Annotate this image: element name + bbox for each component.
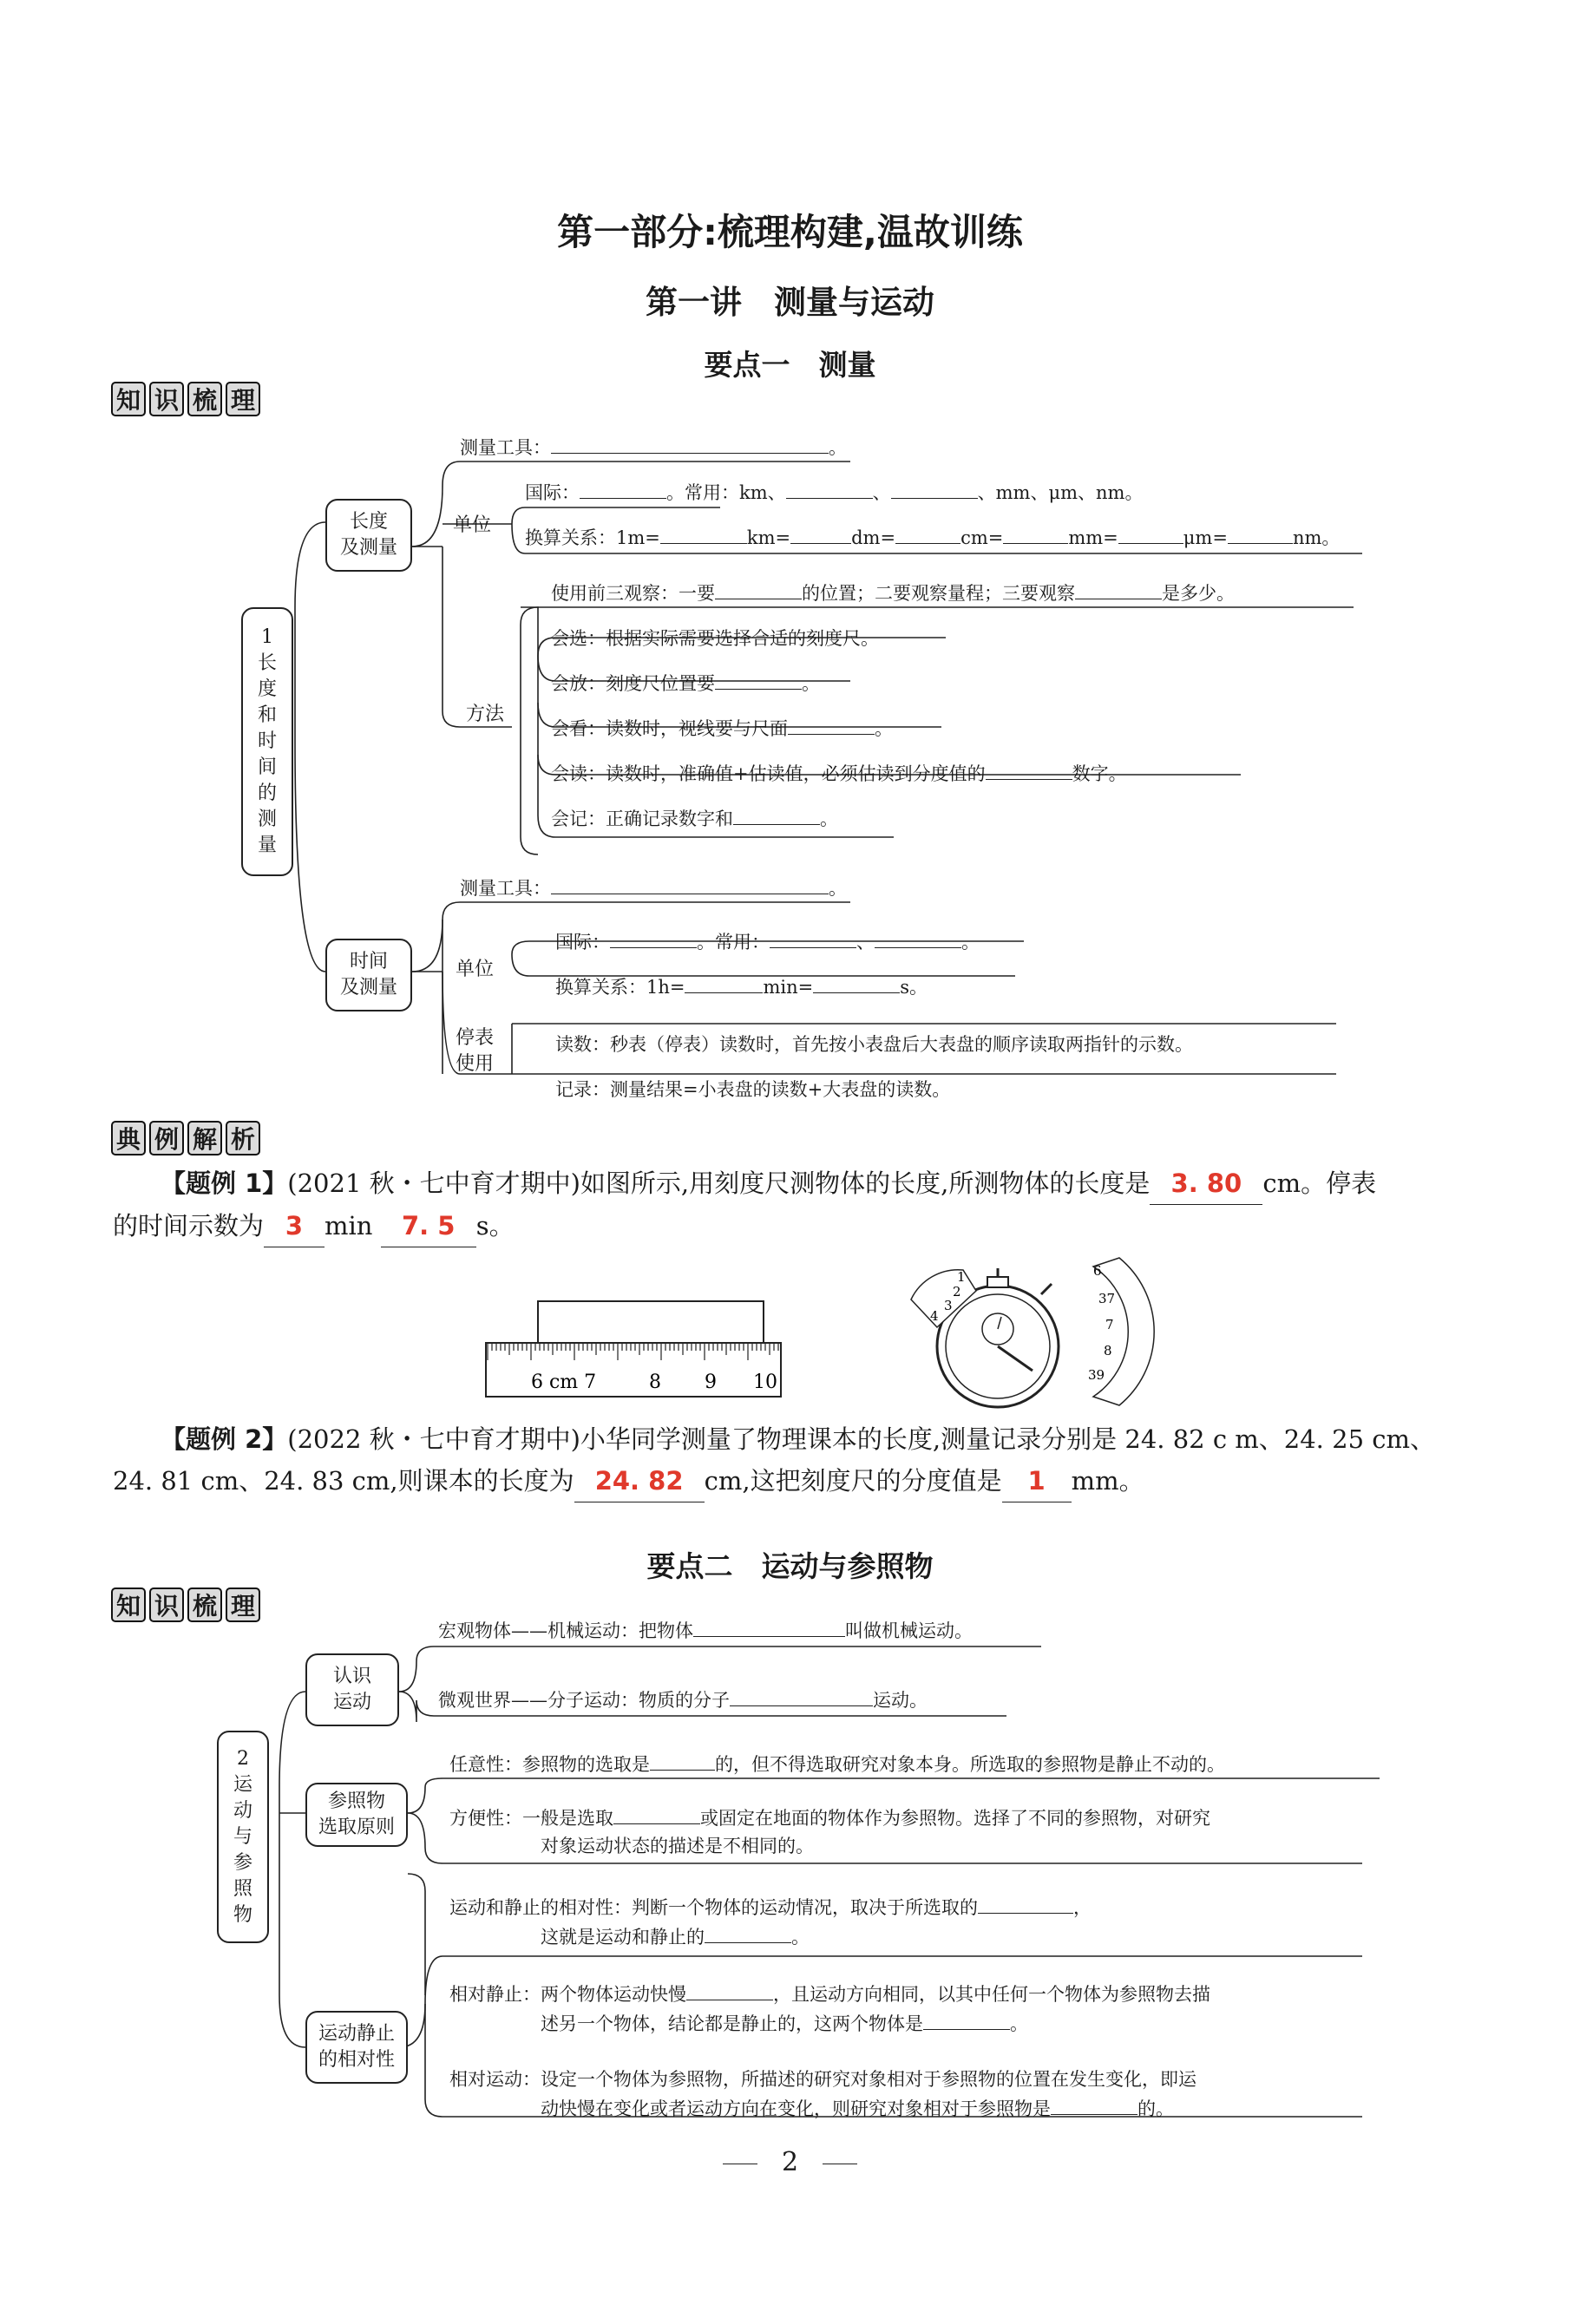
badge-char: 解 [187,1121,222,1155]
item-text: 。 [820,808,838,829]
item-text: 相对静止：两个物体运动快慢 [449,1984,686,2005]
item-text: nm。 [1292,527,1341,548]
root-char: 2 [237,1747,249,1770]
part-title: 第一部分:梳理构建,温故训练 [557,211,1023,253]
root-char: 参 [233,1851,252,1874]
length-unit-label: 单位 [453,514,492,536]
item-text: 任意性：参照物的选取是 [449,1754,650,1775]
badge-char: 析 [226,1121,260,1155]
badge-char: 梳 [187,382,222,416]
example-text: 24. 81 cm、24. 83 cm,则课本的长度为 [113,1466,574,1496]
root-char: 长 [257,652,277,674]
item-text: 这就是运动和静止的 [541,1927,705,1948]
relative-motion [449,2065,1196,2124]
item-text: 。 [829,878,847,899]
item-text: 数字。 [1072,763,1127,784]
item-text: 。 [1010,2013,1028,2034]
item-text: 国际： [555,932,610,953]
item-text: 会记：正确记录数字和 [551,808,733,829]
item-text: mm= [1068,527,1118,548]
answer-blank: 3 [264,1205,325,1247]
example-text: 的时间示数为 [113,1211,265,1241]
root-char: 间 [257,756,277,778]
stopwatch-record: 记录：测量结果=小表盘的读数+大表盘的读数。 [555,1079,951,1100]
item-text: 或固定在地面的物体作为参照物。选择了不同的参照物，对研究 [700,1808,1210,1829]
item-text: 相对运动：设定一个物体为参照物，所描述的研究对象相对于参照物的位置在发生变化，即运 [449,2069,1196,2090]
item-text: 、 [856,932,875,953]
item-text: 的。 [1137,2098,1174,2119]
item-text: 换算关系：1h= [555,977,685,998]
reference-principle-node [305,1783,408,1847]
root-char: 运 [233,1773,252,1796]
page-number: 2 [781,2147,799,2177]
badge-char: 知 [111,382,146,416]
item-text: cm= [960,527,1004,548]
root-char: 的 [257,782,277,804]
relative-rest [449,1980,1210,2039]
item-text: 会读：读数时，准确值+估读值，必须估读到分度值的 [551,763,986,784]
reference-arbitrary [449,1751,1225,1777]
item-text: 微观世界——分子运动：物质的分子 [438,1690,730,1711]
item-text: ， [1073,1897,1092,1918]
badge-char: 知 [111,1588,146,1622]
item-text: 、 [872,482,891,503]
example-tag: 【题例 1】 [161,1169,288,1198]
item-text: 的位置；二要观察量程；三要观察 [802,583,1075,604]
badge-char: 例 [149,1121,184,1155]
item-text: 述另一个物体，结论都是静止的，这两个物体是 [541,2013,923,2034]
item-text: 。 [829,437,847,458]
item-text: dm= [851,527,896,548]
big-dial-label: 8 [1104,1343,1112,1358]
lecture-title: 第一讲 测量与运动 [646,284,934,321]
example-text: (2021 秋・七中育才期中)如图所示,用刻度尺测物体的长度,所测物体的长度是 [287,1169,1151,1198]
item-text: 动快慢在变化或者运动方向在变化，则研究对象相对于参照物是 [541,2098,1051,2119]
node-line: 参照物 [327,1790,385,1812]
ruler-label: 9 [705,1371,717,1393]
item-text: 。 [875,718,893,739]
badge-char: 识 [149,382,184,416]
item-text: s。 [900,977,928,998]
node-line: 运动 [332,1692,371,1713]
big-dial-label: 7 [1105,1317,1114,1332]
item-text: 运动。 [873,1690,928,1711]
example-text: cm。停表 [1262,1169,1377,1198]
item-text: 对象运动状态的描述是不相同的。 [541,1836,814,1856]
big-dial-label: 6 [1093,1263,1102,1279]
example-text: cm,这把刻度尺的分度值是 [704,1466,1002,1496]
small-dial-label: 2 [953,1284,961,1299]
example-text: min [325,1211,373,1241]
node-line: 及测量 [339,977,397,998]
item-text: 会看：读数时，视线要与尺面 [551,718,788,739]
item-text: μm= [1183,527,1228,548]
point1-title: 要点一 测量 [704,348,876,382]
item-text: 。 [802,673,820,694]
relativity-general [449,1893,1092,1952]
blank [693,1617,845,1637]
badge-char: 典 [111,1121,146,1155]
answer-blank: 7. 5 [381,1205,476,1247]
ruler-label: 10 [753,1371,777,1393]
item-text: 、mm、μm、nm。 [977,482,1144,503]
small-dial-label: 3 [944,1298,953,1313]
item-text: 。常用：km、 [666,482,786,503]
relativity-node [305,2011,408,2084]
answer-blank: 24. 82 [574,1460,705,1502]
answer-blank: 3. 80 [1150,1162,1262,1205]
macro-motion [438,1617,973,1643]
blank [923,2010,1010,2030]
small-dial-label: 1 [957,1269,966,1285]
example-text: (2022 秋・七中育才期中)小华同学测量了物理课本的长度,测量记录分别是 24. 82 c m、24. 25 cm、 [287,1424,1435,1454]
node-line: 及测量 [339,537,397,559]
blank [705,1923,791,1943]
point2-title: 要点二 运动与参照物 [646,1549,934,1583]
recognize-motion-node [305,1653,399,1726]
item-text: 。 [961,932,980,953]
small-dial-label: 4 [930,1308,939,1324]
item-text: min= [763,977,814,998]
node-line: 选取原则 [318,1817,395,1838]
ruler-label: 6 cm 7 [531,1371,597,1393]
example-tag: 【题例 2】 [161,1424,288,1454]
blank [613,1804,700,1824]
root-char: 1 [261,626,273,648]
node-line: 时间 [349,951,388,972]
badge-char: 识 [149,1588,184,1622]
blank [730,1686,873,1706]
root-char: 量 [257,835,277,856]
stopwatch-read: 读数：秒表（停表）读数时，首先按小表盘后大表盘的顺序读取两指针的示数。 [555,1034,1193,1055]
page-number-footer [0,2147,1580,2177]
reference-convenient [449,1804,1210,1860]
root-char: 和 [257,704,277,726]
big-dial-label: 37 [1098,1291,1116,1306]
blank [1051,2095,1137,2115]
time-unit-label: 单位 [456,959,495,980]
label-line: 停表 [456,1027,495,1049]
blank [978,1894,1073,1914]
root-char: 测 [257,808,277,830]
node-line: 认识 [332,1666,371,1687]
length-method-label: 方法 [466,704,505,725]
item-text: ，且运动方向相同，以其中任何一个物体为参照物去描 [773,1984,1210,2005]
item-text: 叫做机械运动。 [845,1620,973,1641]
item-text: 测量工具： [460,437,551,458]
blank [686,1980,773,2000]
label-line: 使用 [456,1053,495,1075]
node-line: 长度 [349,511,388,533]
item-text: km= [746,527,791,548]
badge-char: 梳 [187,1588,222,1622]
badge-char: 理 [226,1588,260,1622]
item-text: 方便性：一般是选取 [449,1808,613,1829]
node-line: 的相对性 [318,2049,395,2071]
mindmap-2-root [217,1731,269,1943]
root-char: 时 [257,730,277,752]
item-text: 运动和静止的相对性：判断一个物体的运动情况，取决于所选取的 [449,1897,978,1918]
root-char: 度 [257,678,277,700]
root-char: 动 [233,1799,252,1822]
answer-blank: 1 [1002,1460,1072,1502]
root-char: 与 [233,1825,252,1848]
blank [650,1751,715,1771]
node-line: 运动静止 [318,2023,395,2045]
item-text: 宏观物体——机械运动：把物体 [438,1620,693,1641]
example-text: mm。 [1071,1466,1144,1496]
root-char: 物 [233,1903,252,1926]
item-text: 的，但不得选取研究对象本身。所选取的参照物是静止不动的。 [715,1754,1225,1775]
item-text: 会放：刻度尺位置要 [551,673,715,694]
badge-char: 理 [226,382,260,416]
item-text: 换算关系：1m= [525,527,660,548]
item-text: 。 [791,1927,810,1948]
ruler-label: 8 [649,1371,661,1393]
item-text: 。常用： [697,932,770,953]
micro-motion [438,1686,928,1712]
big-dial-label: 39 [1088,1367,1105,1383]
example-text: s。 [475,1211,515,1241]
root-char: 照 [233,1877,252,1900]
item-text: 使用前三观察：一要 [551,583,715,604]
item-text: 是多少。 [1162,583,1235,604]
method-choose: 会选：根据实际需要选择合适的刻度尺。 [551,628,879,649]
item-text: 国际： [525,482,580,503]
item-text: 测量工具： [460,878,551,899]
